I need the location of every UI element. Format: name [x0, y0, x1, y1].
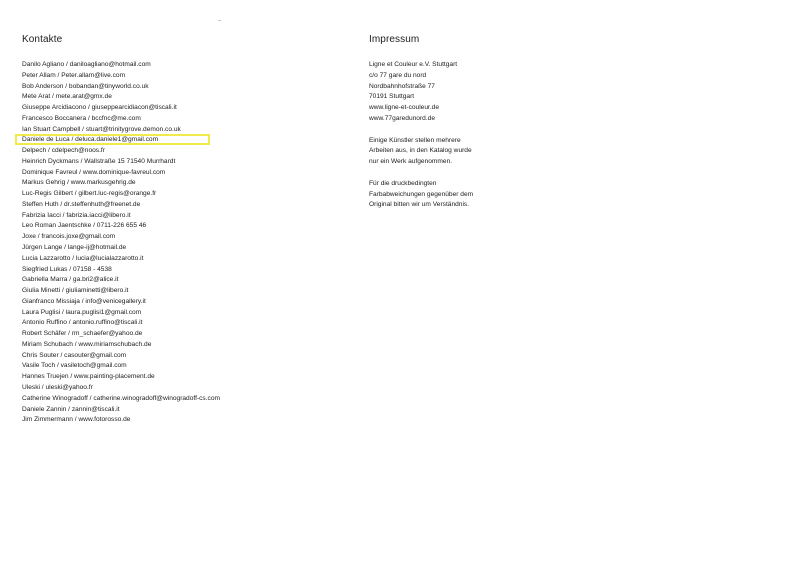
contact-entry: Robert Schäfer / rm_schaefer@yahoo.de [22, 330, 143, 338]
contact-entry: Catherine Winogradoff / catherine.winogradoff@winogradoff-cs.com [22, 394, 221, 402]
contact-entry: Bob Anderson / bobandan@tinyworld.co.uk [22, 82, 149, 90]
contact-entry: Jim Zimmermann / www.fotorosso.de [22, 416, 131, 424]
impressum-section [369, 34, 669, 211]
contact-entry: Chris Souter / casouter@gmail.com [22, 351, 127, 359]
contact-entry: Delpech / cdelpech@noos.fr [22, 147, 105, 155]
contact-entry: Giuseppe Arcidiacono / giuseppearcidiacon@tiscali.it [22, 104, 177, 112]
contact-entry: Miriam Schubach / www.miriamschubach.de [22, 340, 152, 348]
contact-entry: Laura Puglisi / laura.puglisi1@gmail.com [22, 308, 142, 316]
contact-entry: Daniele Zannin / zannin@tiscali.it [22, 405, 120, 413]
impressum-heading: Impressum [369, 34, 420, 45]
website-link[interactable]: www.77garedunord.de [369, 114, 435, 122]
contact-entry: Markus Gehrig / www.markusgehrig.de [22, 179, 136, 187]
contact-entry: Steffen Huth / dr.steffenhuth@freenet.de [22, 200, 141, 208]
contact-entry: Danilo Agliano / daniloagliano@hotmail.com [22, 61, 151, 68]
contact-entry: Heinrich Dyckmans / Wallstraße 15 71540 Murrhardt [22, 157, 176, 165]
contact-entry: Leo Roman Jaentschke / 0711-226 655 46 [22, 222, 147, 230]
contact-entry: Joxe / francois.joxe@gmail.com [22, 233, 116, 241]
address-line: Nordbahnhofstraße 77 [369, 82, 435, 90]
contact-entry: Antonio Ruffino / antonio.ruffino@tiscali.it [22, 319, 143, 327]
scan-artifact [218, 20, 221, 21]
contact-entry: Uleski / uleski@yahoo.fr [22, 383, 93, 391]
contact-entry: Gianfranco Missiaja / info@venicegallery.it [22, 297, 146, 305]
contact-entry: Fabrizia Iacci / fabrizia.iacci@libero.it [22, 211, 131, 219]
contacts-section [22, 34, 352, 426]
note-line: Farbabweichungen gegenüber dem [369, 190, 474, 198]
note-line: Original bitten wir um Verständnis. [369, 201, 470, 209]
contact-list [22, 60, 352, 426]
address-line: 70191 Stuttgart [369, 93, 415, 101]
contact-entry: Lucia Lazzarotto / lucia@lucialazzarotto.it [22, 254, 144, 262]
catalog-note [369, 136, 669, 168]
contact-entry: Mete Arat / mete.arat@gmx.de [22, 93, 112, 101]
contact-entry: Peter Allam / Peter.allam@live.com [22, 71, 126, 79]
address-line: Ligne et Couleur e.V. Stuttgart [369, 61, 458, 68]
contacts-heading: Kontakte [22, 34, 63, 45]
address-line: c/o 77 gare du nord [369, 71, 427, 79]
contact-entry: Dominique Favreul / www.dominique-favreul.com [22, 168, 166, 176]
impressum-address [369, 60, 669, 125]
contact-entry-highlighted: Daniele de Luca / deluca.daniele1@gmail.com [22, 135, 352, 146]
contact-entry: Siegfried Lukas / 07158 - 4538 [22, 265, 112, 273]
contact-entry: Giulia Minetti / giuliaminetti@libero.it [22, 287, 129, 295]
contact-entry: Vasile Toch / vasiletoch@gmail.com [22, 362, 127, 370]
color-note [369, 179, 669, 211]
note-line: Für die druckbedingten [369, 179, 437, 187]
contact-entry: Jürgen Lange / lange-ij@hotmail.de [22, 244, 127, 252]
website-link[interactable]: www.ligne-et-couleur.de [369, 104, 440, 112]
contact-entry: Hannes Truejen / www.painting-placement.de [22, 373, 155, 381]
contact-entry: Francesco Boccanera / bccfnc@me.com [22, 114, 141, 122]
contact-entry: Luc-Regis Gilbert / gilbert.luc-regis@orange.fr [22, 190, 157, 198]
contact-entry: Gabriella Marra / ga.bri2@alice.it [22, 276, 119, 284]
note-line: Arbeiten aus, in den Katalog wurde [369, 147, 472, 155]
note-line: nur ein Werk aufgenommen. [369, 158, 453, 166]
note-line: Einige Künstler stellen mehrere [369, 136, 461, 144]
contact-entry: Ian Stuart Campbell / stuart@trinitygrove.demon.co.uk [22, 125, 181, 133]
